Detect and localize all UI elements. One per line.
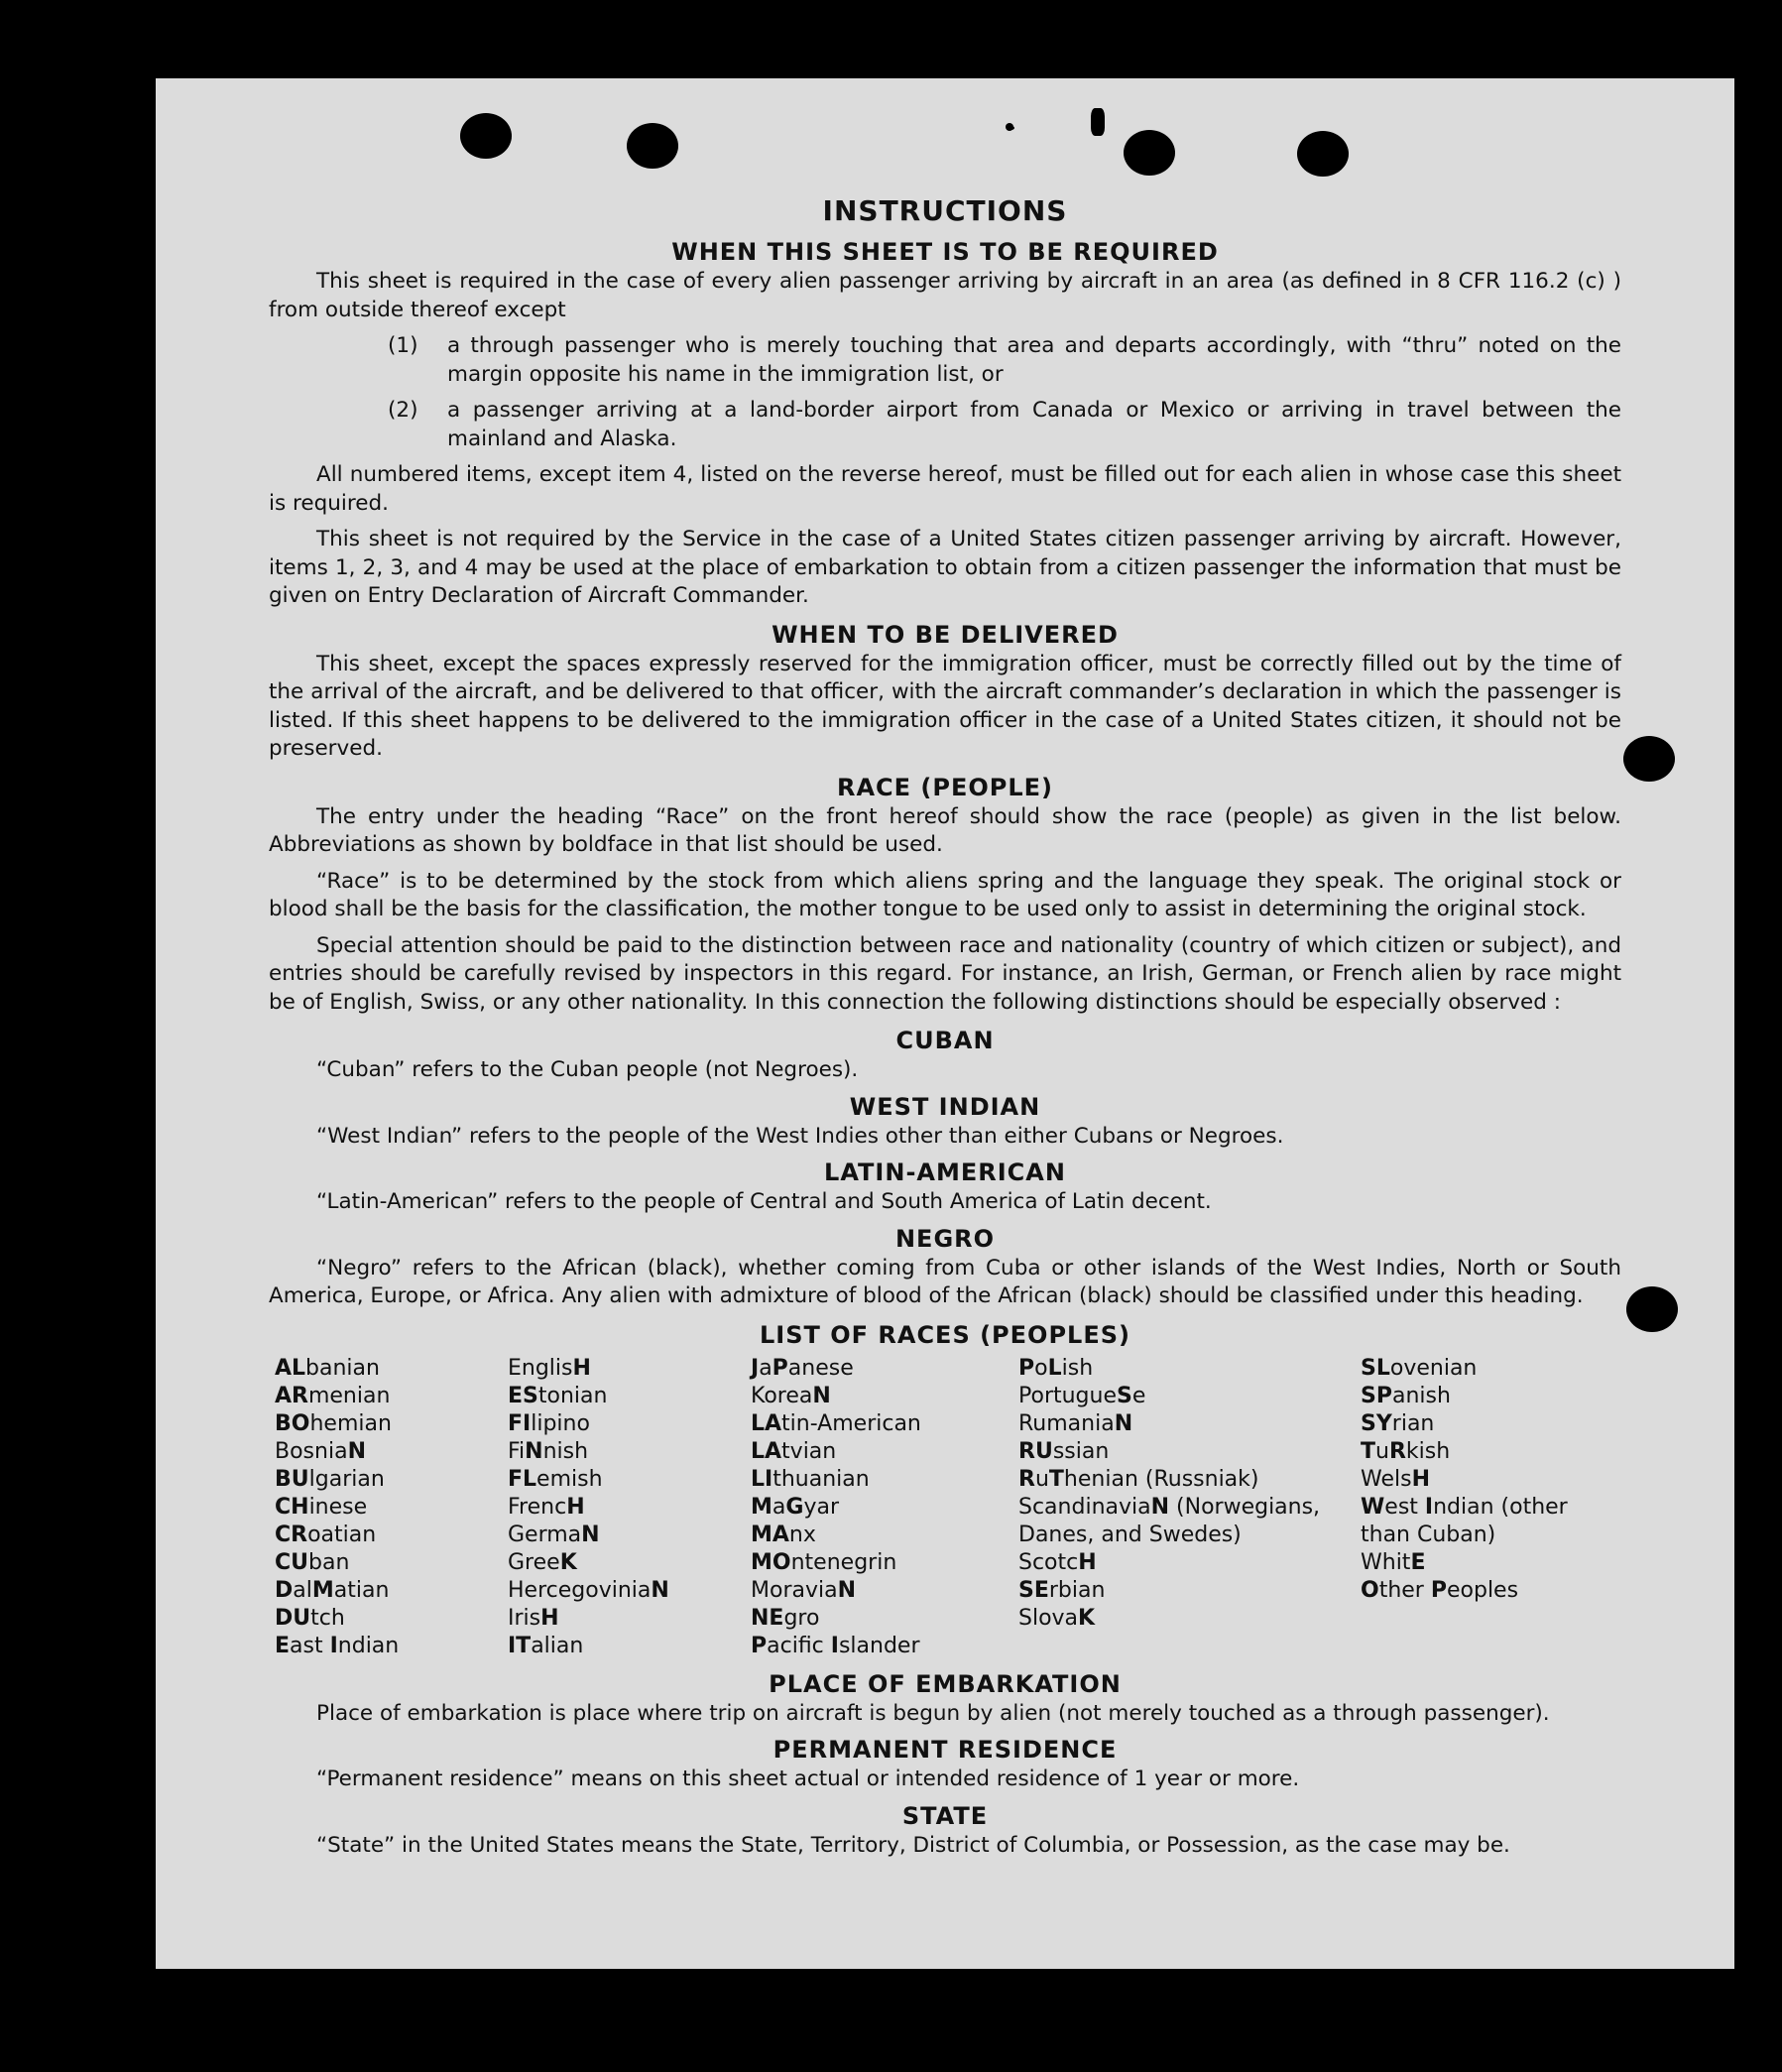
race-text: a: [759, 1355, 772, 1381]
race-text: Bosnia: [275, 1438, 348, 1464]
punch-hole: [627, 123, 678, 169]
race-entry: [1018, 1438, 1361, 1466]
race-abbreviation: R: [1018, 1466, 1035, 1492]
race-entry: [508, 1577, 751, 1605]
race-entry: [275, 1577, 508, 1605]
race-entry: [275, 1410, 508, 1438]
race-abbreviation: ES: [508, 1383, 538, 1408]
race-text: Scotc: [1018, 1549, 1079, 1575]
cuban-definition: “Cuban” refers to the Cuban people (not Negroes).: [316, 1057, 859, 1082]
exception-item: [388, 332, 1621, 389]
race-abbreviation: G: [785, 1494, 804, 1520]
race-entry: [508, 1549, 751, 1577]
race-text: tvian: [781, 1438, 837, 1464]
race-entry: [508, 1438, 751, 1466]
race-text: anish: [1391, 1383, 1451, 1408]
race-entry: [751, 1410, 1018, 1438]
exception-text: a through passenger who is merely touching that area and departs accordingly, with “thru” noted on the margin opposite his name in the immigration list, or: [447, 333, 1621, 387]
race-abbreviation: BU: [275, 1466, 309, 1492]
delivered-paragraph: This sheet, except the spaces expressly reserved for the immigration officer, must be correctly filled out by the time of the arrival of the aircraft, and be delivered to that officer, with the aircraft commander’s declaration in which the passenger is listed. If this sheet happens to be delivered to the immigration officer in the case of a United States citizen, it should not be preserved.: [269, 651, 1621, 761]
race-abbreviation: CH: [275, 1494, 309, 1520]
race-entry: [275, 1549, 508, 1577]
race-abbreviation: T: [1361, 1438, 1376, 1464]
exception-text: a passenger arriving at a land-border airport from Canada or Mexico or arriving in travel between the mainland and Alaska.: [447, 398, 1621, 451]
race-text: ban: [308, 1549, 350, 1575]
race-entry: [751, 1577, 1018, 1605]
race-column: [275, 1355, 508, 1660]
race-abbreviation: SE: [1018, 1577, 1049, 1603]
race-abbreviation: K: [559, 1549, 577, 1575]
race-text: nx: [788, 1522, 816, 1547]
race-text: Scandinavia: [1018, 1494, 1151, 1520]
race-abbreviation: L: [1047, 1355, 1062, 1381]
section-title-cuban: CUBAN: [895, 1027, 995, 1054]
race-entry: [751, 1494, 1018, 1522]
race-abbreviation: LA: [751, 1438, 782, 1464]
race-text: Korea: [751, 1383, 813, 1408]
punch-hole: [1626, 1286, 1678, 1332]
citizen-paragraph: This sheet is not required by the Service in the case of a United States citizen passenger arriving by aircraft. However, items 1, 2, 3, and 4 may be used at the place of embarkation to obtain from a citizen passenger the information that must be given on Entry Declaration of Aircraft Commander.: [269, 527, 1621, 608]
punch-hole: [1297, 131, 1349, 177]
race-text: Englis: [508, 1355, 573, 1381]
race-text: ntenegrin: [790, 1549, 897, 1575]
race-entry: [1361, 1383, 1618, 1410]
race-text: atian: [333, 1577, 390, 1603]
race-text: rbian: [1048, 1577, 1106, 1603]
race-abbreviation: H: [1078, 1549, 1097, 1575]
race-text: Portugue: [1018, 1383, 1117, 1408]
race-abbreviation: H: [572, 1355, 591, 1381]
race-entry: [275, 1605, 508, 1633]
race-abbreviation: K: [1078, 1605, 1096, 1631]
race-text: Fi: [508, 1438, 526, 1464]
race-text: ish: [1061, 1355, 1094, 1381]
west-indian-definition: “West Indian” refers to the people of the West Indies other than either Cubans or Negroes.: [316, 1123, 1284, 1149]
race-text: inese: [308, 1494, 368, 1520]
race-entry: [1361, 1577, 1618, 1605]
race-text: Gree: [508, 1549, 560, 1575]
instructions-content: [269, 194, 1621, 1866]
race-abbreviation: RU: [1018, 1438, 1053, 1464]
race-abbreviation: BO: [275, 1410, 310, 1436]
race-entry: [508, 1355, 751, 1383]
race-abbreviation: T: [1048, 1466, 1064, 1492]
section-title-state: STATE: [901, 1801, 989, 1830]
section-title-race-list: LIST OF RACES (PEOPLES): [760, 1320, 1130, 1349]
race-entry: [751, 1383, 1018, 1410]
race-abbreviation: N: [1150, 1494, 1170, 1520]
race-text: Slova: [1018, 1605, 1079, 1631]
race-abbreviation: E: [1410, 1549, 1426, 1575]
race-text: kish: [1405, 1438, 1451, 1464]
race-abbreviation: J: [751, 1355, 760, 1381]
race-abbreviation: N: [525, 1438, 543, 1464]
race-text: anese: [787, 1355, 854, 1381]
section-title-residence: PERMANENT RESIDENCE: [772, 1736, 1118, 1764]
race-text: Iris: [508, 1605, 541, 1631]
race-abbreviation: M: [311, 1577, 334, 1603]
race-entry: [1361, 1438, 1618, 1466]
race-abbreviation: P: [751, 1633, 768, 1658]
race-abbreviation: CR: [275, 1522, 308, 1547]
section-title-negro: NEGRO: [894, 1224, 996, 1253]
race-entry: [275, 1522, 508, 1549]
race-abbreviation: FL: [508, 1466, 537, 1492]
race-text: Moravia: [751, 1577, 838, 1603]
exception-number: (2): [388, 398, 418, 423]
race-entry: [275, 1633, 508, 1660]
race-entry: [275, 1494, 508, 1522]
race-abbreviation: DU: [275, 1605, 311, 1631]
race-paragraph-3: Special attention should be paid to the distinction between race and nationality (country of which citizen or subject), and entries should be carefully revised by inspectors in this regard. For instance, an Irish, German, or French alien by race might be of English, Swiss, or any other nationality. In this connection the following distinctions should be especially observed :: [269, 932, 1621, 1015]
punch-hole: [1623, 736, 1675, 782]
race-text: Frenc: [508, 1494, 567, 1520]
race-abbreviation: NE: [751, 1605, 784, 1631]
race-text: ther: [1378, 1577, 1431, 1603]
race-entry: [1018, 1549, 1361, 1577]
race-text: Hercegovinia: [508, 1577, 652, 1603]
section-title-embarkation: PLACE OF EMBARKATION: [769, 1669, 1122, 1698]
race-entry: [508, 1383, 751, 1410]
race-text: tin-American: [781, 1410, 921, 1436]
ink-speck: [1091, 108, 1105, 136]
race-abbreviation: SL: [1361, 1355, 1390, 1381]
race-text: al: [293, 1577, 312, 1603]
ink-speck: [1009, 126, 1014, 130]
race-column: [508, 1355, 751, 1660]
exception-item: [388, 397, 1621, 453]
race-entry: [275, 1383, 508, 1410]
race-text: (Norwegians, Danes, and Swedes): [1018, 1494, 1321, 1547]
page-title: INSTRUCTIONS: [822, 194, 1068, 227]
race-paragraph-1: The entry under the heading “Race” on the front hereof should show the race (people) as given in the list below. Abbreviations as shown by boldface in that list should be used.: [269, 803, 1621, 857]
race-text: o: [1034, 1355, 1048, 1381]
race-text: ssian: [1052, 1438, 1110, 1464]
race-entry: [1018, 1355, 1361, 1383]
race-entry: [751, 1355, 1018, 1383]
race-text: nish: [542, 1438, 589, 1464]
race-text: henian (Russniak): [1063, 1466, 1259, 1492]
embarkation-definition: Place of embarkation is place where trip on aircraft is begun by alien (not merely touched as a through passenger).: [316, 1700, 1550, 1726]
race-text: menian: [307, 1383, 391, 1408]
negro-definition: “Negro” refers to the African (black), whether coming from Cuba or other islands of the West Indies, North or South America, Europe, or Africa. Any alien with admixture of blood of the African (black) should be classified under this heading.: [269, 1255, 1621, 1308]
race-entry: [751, 1522, 1018, 1549]
race-text: alian: [531, 1633, 584, 1658]
race-text: e: [1131, 1383, 1146, 1408]
race-text: est: [1384, 1494, 1425, 1520]
punch-hole: [460, 113, 512, 159]
race-abbreviation: SY: [1361, 1410, 1392, 1436]
race-text: tonian: [537, 1383, 608, 1408]
race-abbreviation: N: [581, 1522, 600, 1547]
race-entry: [508, 1494, 751, 1522]
race-entry: [1018, 1605, 1361, 1633]
race-abbreviation: FI: [508, 1410, 532, 1436]
race-entry: [275, 1466, 508, 1494]
race-abbreviation: O: [1361, 1577, 1379, 1603]
race-abbreviation: P: [1430, 1577, 1447, 1603]
race-entry: [508, 1466, 751, 1494]
race-abbreviation: D: [275, 1577, 294, 1603]
race-text: ndian (other than Cuban): [1361, 1494, 1568, 1547]
race-abbreviation: H: [540, 1605, 559, 1631]
race-column: [751, 1355, 1018, 1660]
race-abbreviation: I: [1424, 1494, 1434, 1520]
race-entry: [751, 1633, 1018, 1660]
race-list: [275, 1355, 1621, 1660]
race-text: ndian: [337, 1633, 400, 1658]
race-text: u: [1034, 1466, 1049, 1492]
race-entry: [275, 1438, 508, 1466]
race-entry: [751, 1438, 1018, 1466]
race-abbreviation: N: [812, 1383, 831, 1408]
race-text: ast: [290, 1633, 330, 1658]
race-entry: [508, 1605, 751, 1633]
race-text: Germa: [508, 1522, 582, 1547]
race-abbreviation: N: [837, 1577, 857, 1603]
race-paragraph-2: “Race” is to be determined by the stock from which aliens spring and the language they speak. The original stock or blood shall be the basis for the classification, the mother tongue to be used only to assist in determining the original stock.: [269, 868, 1621, 921]
race-abbreviation: AR: [275, 1383, 308, 1408]
race-entry: [1018, 1410, 1361, 1438]
race-abbreviation: R: [1388, 1438, 1406, 1464]
race-entry: [1361, 1494, 1618, 1549]
race-column: [1018, 1355, 1361, 1660]
race-entry: [1361, 1549, 1618, 1577]
race-text: ovenian: [1389, 1355, 1478, 1381]
race-abbreviation: MO: [751, 1549, 791, 1575]
race-text: oatian: [307, 1522, 377, 1547]
race-entry: [1361, 1355, 1618, 1383]
race-entry: [508, 1522, 751, 1549]
residence-definition: “Permanent residence” means on this sheet actual or intended residence of 1 year or more.: [316, 1767, 1300, 1791]
race-text: u: [1375, 1438, 1389, 1464]
race-entry: [1361, 1410, 1618, 1438]
race-abbreviation: N: [1114, 1410, 1133, 1436]
exception-number: (1): [388, 333, 418, 358]
race-text: a: [772, 1494, 786, 1520]
race-text: gro: [783, 1605, 820, 1631]
race-text: emish: [536, 1466, 603, 1492]
race-text: lgarian: [308, 1466, 385, 1492]
race-abbreviation: H: [566, 1494, 585, 1520]
race-abbreviation: S: [1117, 1383, 1132, 1408]
race-text: rian: [1391, 1410, 1435, 1436]
race-abbreviation: CU: [275, 1549, 309, 1575]
race-abbreviation: P: [772, 1355, 788, 1381]
race-entry: [751, 1549, 1018, 1577]
race-text: tch: [310, 1605, 345, 1631]
race-entry: [1018, 1466, 1361, 1494]
numbered-items-paragraph: All numbered items, except item 4, listed on the reverse hereof, must be filled out for each alien in whose case this sheet is required.: [269, 462, 1621, 516]
race-text: lipino: [531, 1410, 590, 1436]
race-abbreviation: I: [830, 1633, 839, 1658]
race-text: Rumania: [1018, 1410, 1115, 1436]
race-abbreviation: M: [751, 1494, 772, 1520]
section-title-latin-american: LATIN-AMERICAN: [824, 1158, 1066, 1186]
race-entry: [751, 1466, 1018, 1494]
race-entry: [508, 1410, 751, 1438]
state-definition: “State” in the United States means the State, Territory, District of Columbia, or Possession, as the case may be.: [316, 1832, 1510, 1858]
race-abbreviation: LA: [751, 1410, 782, 1436]
section-title-required: WHEN THIS SHEET IS TO BE REQUIRED: [671, 238, 1219, 266]
race-text: thuanian: [772, 1466, 870, 1492]
section-title-west-indian: WEST INDIAN: [849, 1092, 1041, 1121]
race-text: eoples: [1446, 1577, 1519, 1603]
section-title-delivered: WHEN TO BE DELIVERED: [772, 620, 1119, 649]
document-sheet: [156, 78, 1734, 1969]
race-abbreviation: SP: [1361, 1383, 1392, 1408]
race-abbreviation: IT: [508, 1633, 532, 1658]
race-text: Wels: [1361, 1466, 1412, 1492]
section-title-race: RACE (PEOPLE): [836, 773, 1054, 801]
race-abbreviation: N: [347, 1438, 366, 1464]
race-abbreviation: AL: [275, 1355, 306, 1381]
race-text: banian: [305, 1355, 380, 1381]
race-abbreviation: MA: [751, 1522, 789, 1547]
race-entry: [1018, 1383, 1361, 1410]
race-entry: [1018, 1577, 1361, 1605]
race-column: [1361, 1355, 1618, 1660]
race-text: yar: [803, 1494, 839, 1520]
race-entry: [751, 1605, 1018, 1633]
race-abbreviation: N: [651, 1577, 669, 1603]
race-abbreviation: E: [275, 1633, 291, 1658]
race-entry: [275, 1355, 508, 1383]
race-abbreviation: H: [1411, 1466, 1430, 1492]
race-abbreviation: P: [1018, 1355, 1035, 1381]
race-text: acific: [767, 1633, 831, 1658]
race-entry: [1361, 1466, 1618, 1494]
required-intro: This sheet is required in the case of every alien passenger arriving by aircraft in an area (as defined in 8 CFR 116.2 (c) ) from outside thereof except: [269, 269, 1621, 322]
race-abbreviation: I: [329, 1633, 338, 1658]
race-entry: [1018, 1494, 1361, 1549]
race-abbreviation: W: [1361, 1494, 1385, 1520]
latin-american-definition: “Latin-American” refers to the people of Central and South America of Latin decent.: [316, 1189, 1212, 1214]
punch-hole: [1124, 130, 1175, 176]
race-abbreviation: LI: [751, 1466, 773, 1492]
race-text: slander: [838, 1633, 920, 1658]
race-entry: [508, 1633, 751, 1660]
race-text: hemian: [309, 1410, 392, 1436]
race-text: Whit: [1361, 1549, 1411, 1575]
